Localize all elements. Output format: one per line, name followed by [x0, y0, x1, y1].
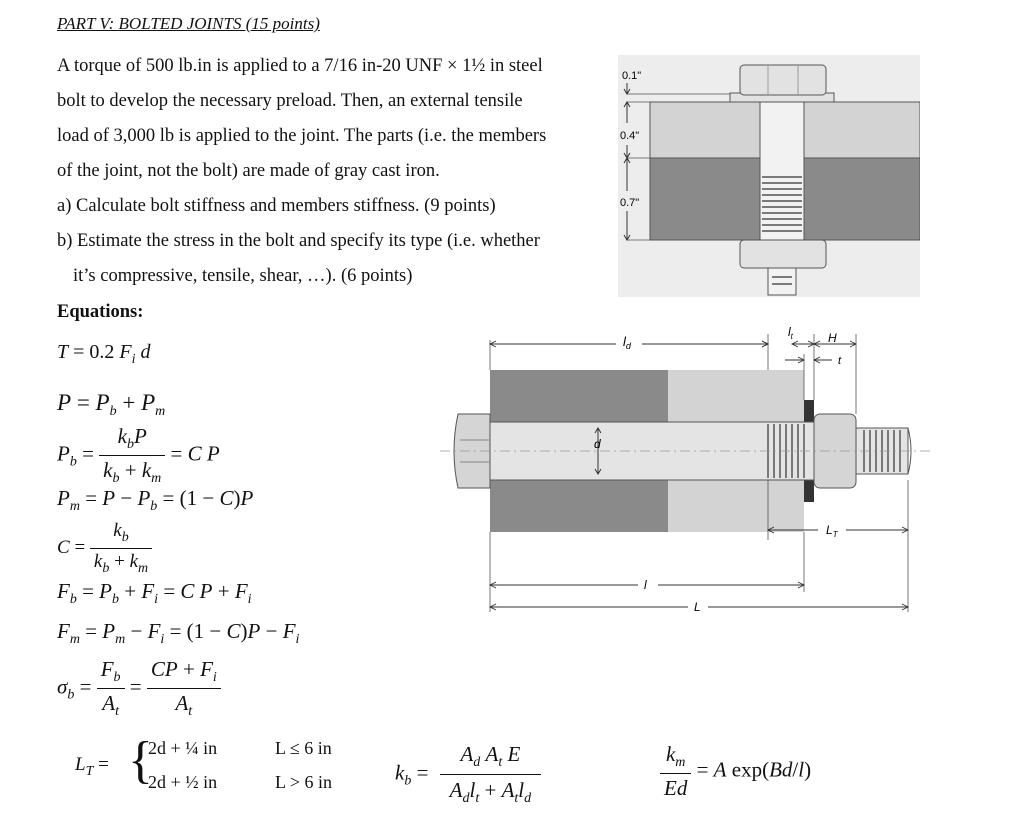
problem-line-4: of the joint, not the bolt) are made of gray cast iron.: [57, 161, 440, 181]
part-b-line-1: b) Estimate the stress in the bolt and specify its type (i.e. whether: [57, 231, 540, 251]
upper-right-member: [668, 370, 804, 422]
piecewise-case-2: 2d + ½ in: [148, 772, 218, 792]
LT-label: $L_T$: [826, 523, 838, 539]
threaded-length-symbol: $L_T$ =: [75, 754, 109, 779]
equation-member-load: $P_m = P - P_b = (1 - C)P$: [57, 486, 254, 514]
bolt-thread-end: [768, 268, 796, 295]
lower-right-member: [668, 480, 804, 532]
section-heading: PART V: BOLTED JOINTS (15 points): [57, 14, 320, 33]
problem-line-2: bolt to develop the necessary preload. Then, an external tensile: [57, 91, 523, 111]
piecewise-case-1: 2d + ¼ in: [148, 738, 218, 758]
problem-line-1: A torque of 500 lb.in is applied to a 7/16 in-20 UNF × 1½ in steel: [57, 56, 543, 76]
piecewise-brace: {: [128, 732, 153, 789]
bolt-length-figure: [440, 320, 930, 620]
d-label: d: [594, 437, 601, 451]
equation-bolt-force: $F_b = P_b + F_i = C$ $P + F_i$: [57, 579, 252, 607]
piecewise-cond-2: L > 6 in: [275, 772, 332, 792]
ld-label: $l_d$: [623, 334, 631, 351]
bolted-joint-figure: [618, 55, 920, 297]
nut: [740, 240, 826, 268]
H-label: H: [828, 331, 837, 345]
bolt-head: [740, 65, 826, 95]
equations-label: Equations:: [57, 302, 144, 322]
L-label: L: [694, 600, 701, 614]
lt-label: $l_t$: [788, 325, 793, 341]
part-a: a) Calculate bolt stiffness and members stiffness. (9 points): [57, 196, 496, 216]
piecewise-cond-1: L ≤ 6 in: [275, 738, 332, 758]
equation-bolt-load: $P_b$ = $\frac{k_bP}{k_b + k_m}$ = C P: [57, 424, 220, 486]
lower-left-member: [490, 480, 668, 532]
equation-stiffness-constant: C = $\frac{k_b}{k_b + k_m}$: [57, 520, 152, 577]
equation-member-stiffness: $\frac{k_m}{Ed}$ = A exp(Bd/l): [660, 742, 811, 801]
equation-member-force: $F_m = P_m - F_i = (1 - C)P - F_i$: [57, 619, 300, 647]
problem-line-3: load of 3,000 lb is applied to the joint. The parts (i.e. the members: [57, 126, 547, 146]
part-b-line-2: it’s compressive, tensile, shear, …). (6 points): [73, 266, 413, 286]
t-label: t: [838, 355, 842, 367]
l-label: l: [644, 578, 647, 592]
dim-top-label: 0.1": [622, 70, 642, 82]
equation-bolt-stress: $\sigma_b$ = $\frac{F_b}{A_t}$ = $\frac{CP + F_i}{A_t}$: [57, 657, 221, 720]
upper-left-member: [490, 370, 668, 422]
dim-mid-label: 0.4": [620, 130, 640, 142]
equation-torque: T = 0.2 $F_i$ d: [57, 341, 151, 367]
equation-total-load: $P = P_b + P_m$: [57, 390, 166, 419]
equation-bolt-stiffness: $k_b$ = $\frac{A_d A_t E}{A_dl_t + A_tl_d}$: [395, 742, 541, 807]
dim-bot-label: 0.7": [620, 197, 640, 209]
